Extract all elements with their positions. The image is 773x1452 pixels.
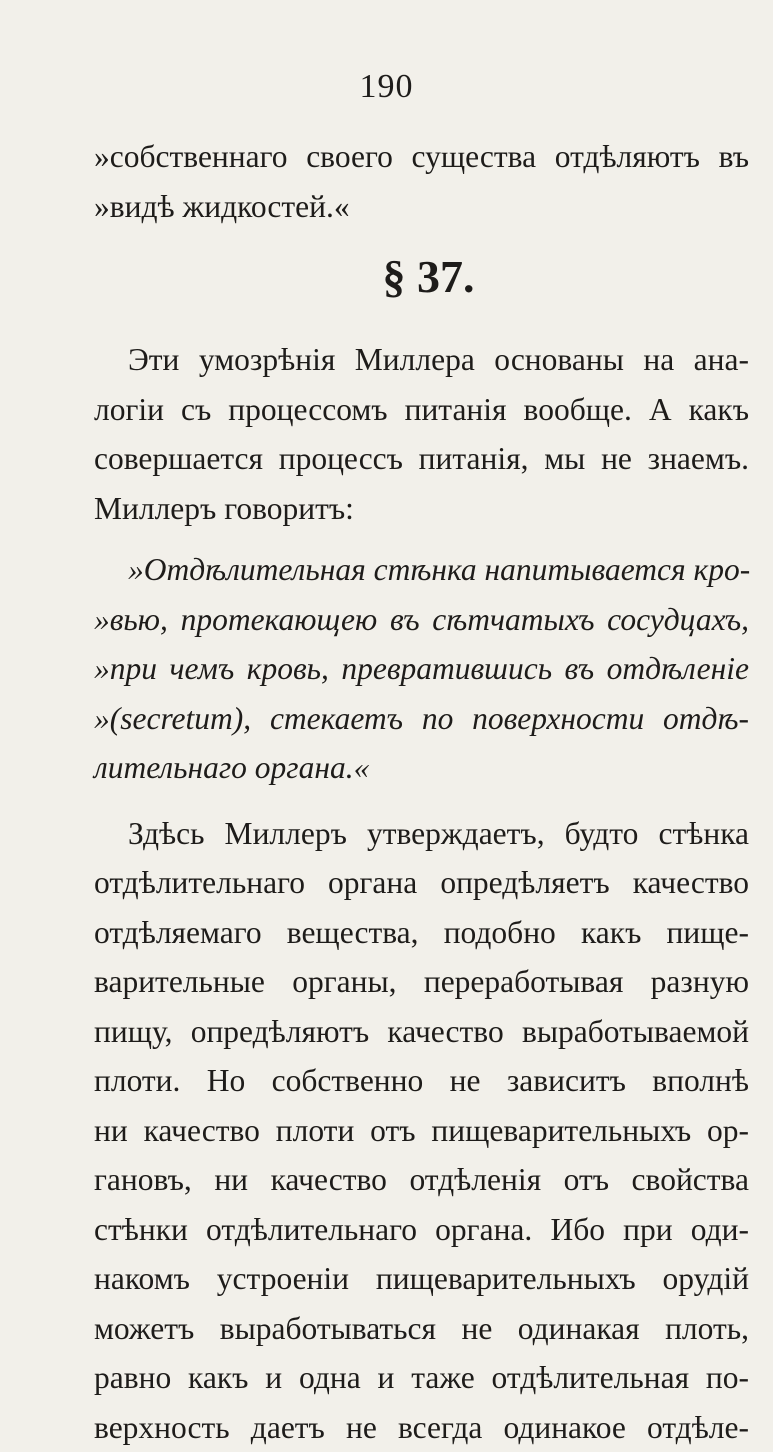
paragraph-line: можетъ выработываться не одинакая плоть, [94,1304,749,1354]
paragraph-line: равно какъ и одна и таже отдѣлительная по- [94,1353,749,1403]
paragraph-line: Здѣсь Миллеръ утверждаетъ, будто стѣнка [94,809,749,859]
page-text [94,132,749,1452]
paragraph-line: стѣнки отдѣлительнаго органа. Ибо при оди- [94,1205,749,1255]
paragraph-line: плоти. Но собственно не зависитъ вполнѣ [94,1056,749,1106]
page-number: 190 [0,68,773,106]
section-heading: § 37. [94,231,749,335]
italic-quote-line: »(secretum), стекаетъ по поверхности отдѣ- [94,694,749,744]
italic-quote-line: »вью, протекающею въ сѣтчатыхъ сосудцахъ, [94,595,749,645]
paragraph-line: гановъ, ни качество отдѣленія отъ свойства [94,1155,749,1205]
italic-quote-line: лительнаго органа.« [94,743,749,793]
paragraph-line: ни качество плоти отъ пищеварительныхъ ор- [94,1106,749,1156]
paragraph-line: верхность даетъ не всегда одинакое отдѣле- [94,1403,749,1452]
paragraph-line: логіи съ процессомъ питанія вообще. А какъ [94,385,749,435]
paragraph-line: Миллеръ говоритъ: [94,484,749,534]
italic-quote-line: »при чемъ кровь, превратившись въ отдѣленіе [94,644,749,694]
paragraph-line: пищу, опредѣляютъ качество выработываемой [94,1007,749,1057]
paragraph-line: варительные органы, переработывая разную [94,957,749,1007]
italic-quote-line: »Отдѣлительная стѣнка напитывается кро- [94,545,749,595]
paragraph-line: Эти умозрѣнія Миллера основаны на ана- [94,335,749,385]
paragraph-line: накомъ устроеніи пищеварительныхъ орудій [94,1254,749,1304]
quote-tail-line: »видѣ жидкостей.« [94,182,749,232]
paragraph-line: отдѣлительнаго органа опредѣляетъ качество [94,858,749,908]
paragraph-line: отдѣляемаго вещества, подобно какъ пище- [94,908,749,958]
paragraph-line: совершается процессъ питанія, мы не знаемъ. [94,434,749,484]
quote-tail-line: »собственнаго своего существа отдѣляютъ въ [94,132,749,182]
